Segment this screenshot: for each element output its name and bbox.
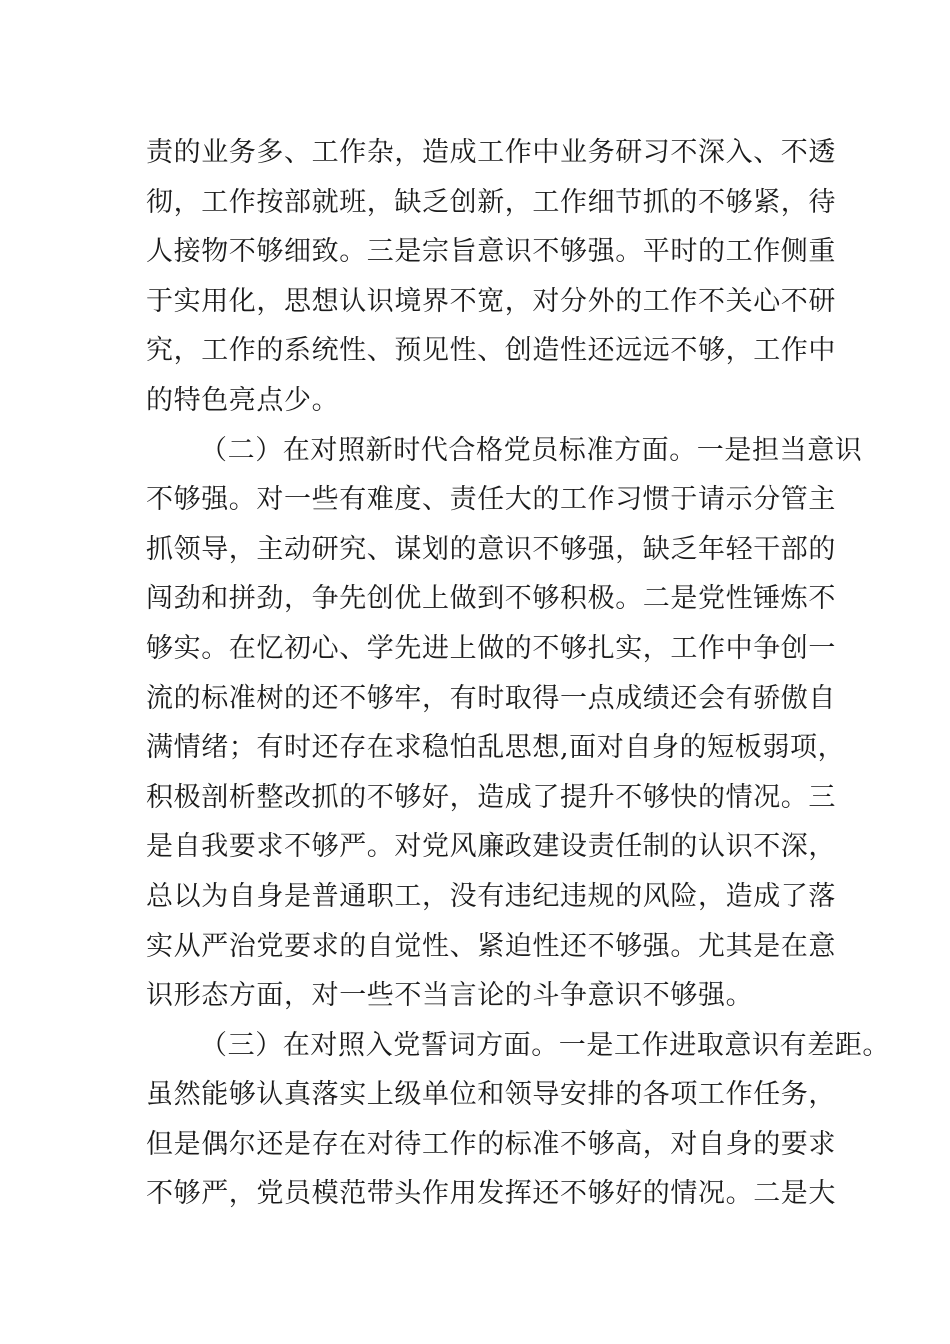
text-line: 人接物不够细致。三是宗旨意识不够强。平时的工作侧重 bbox=[146, 236, 836, 268]
body-text bbox=[146, 128, 890, 1219]
text-line: 责的业务多、工作杂，造成工作中业务研习不深入、不透 bbox=[146, 137, 836, 168]
text-line: 不够严，党员模范带头作用发挥还不够好的情况。二是大 bbox=[146, 1178, 836, 1210]
text-line: 但是偶尔还是存在对待工作的标准不够高，对自身的要求 bbox=[146, 1128, 836, 1160]
paragraph-start-line: （二）在对照新时代合格党员标准方面。一是担当意识 bbox=[200, 434, 863, 466]
text-line: 闯劲和拼劲，争先创优上做到不够积极。二是党性锤炼不 bbox=[146, 583, 836, 615]
text-line: 究，工作的系统性、预见性、创造性还远远不够，工作中 bbox=[146, 335, 836, 367]
text-line: 满情绪；有时还存在求稳怕乱思想,面对自身的短板弱项， bbox=[146, 732, 846, 764]
text-line: 不够强。对一些有难度、责任大的工作习惯于请示分管主 bbox=[146, 484, 836, 516]
text-line: 实从严治党要求的自觉性、紧迫性还不够强。尤其是在意 bbox=[146, 930, 836, 962]
text-line: 够实。在忆初心、学先进上做的不够扎实，工作中争创一 bbox=[146, 632, 836, 664]
text-line: 积极剖析整改抓的不够好，造成了提升不够快的情况。三 bbox=[146, 781, 836, 813]
text-line: 流的标准树的还不够牢，有时取得一点成绩还会有骄傲自 bbox=[146, 682, 836, 714]
text-line: 总以为自身是普通职工，没有违纪违规的风险，造成了落 bbox=[146, 880, 836, 912]
text-line: 虽然能够认真落实上级单位和领导安排的各项工作任务， bbox=[146, 1079, 836, 1111]
text-line: 抓领导，主动研究、谋划的意识不够强，缺乏年轻干部的 bbox=[146, 533, 836, 565]
text-line: 识形态方面，对一些不当言论的斗争意识不够强。 bbox=[146, 980, 754, 1012]
text-line: 的特色亮点少。 bbox=[146, 384, 340, 416]
text-line: 是自我要求不够严。对党风廉政建设责任制的认识不深， bbox=[146, 831, 836, 863]
text-line: 彻，工作按部就班，缺乏创新，工作细节抓的不够紧，待 bbox=[146, 186, 836, 218]
text-line: 于实用化，思想认识境界不宽，对分外的工作不关心不研 bbox=[146, 285, 836, 317]
paragraph-start-line: （三）在对照入党誓词方面。一是工作进取意识有差距。 bbox=[200, 1029, 890, 1061]
